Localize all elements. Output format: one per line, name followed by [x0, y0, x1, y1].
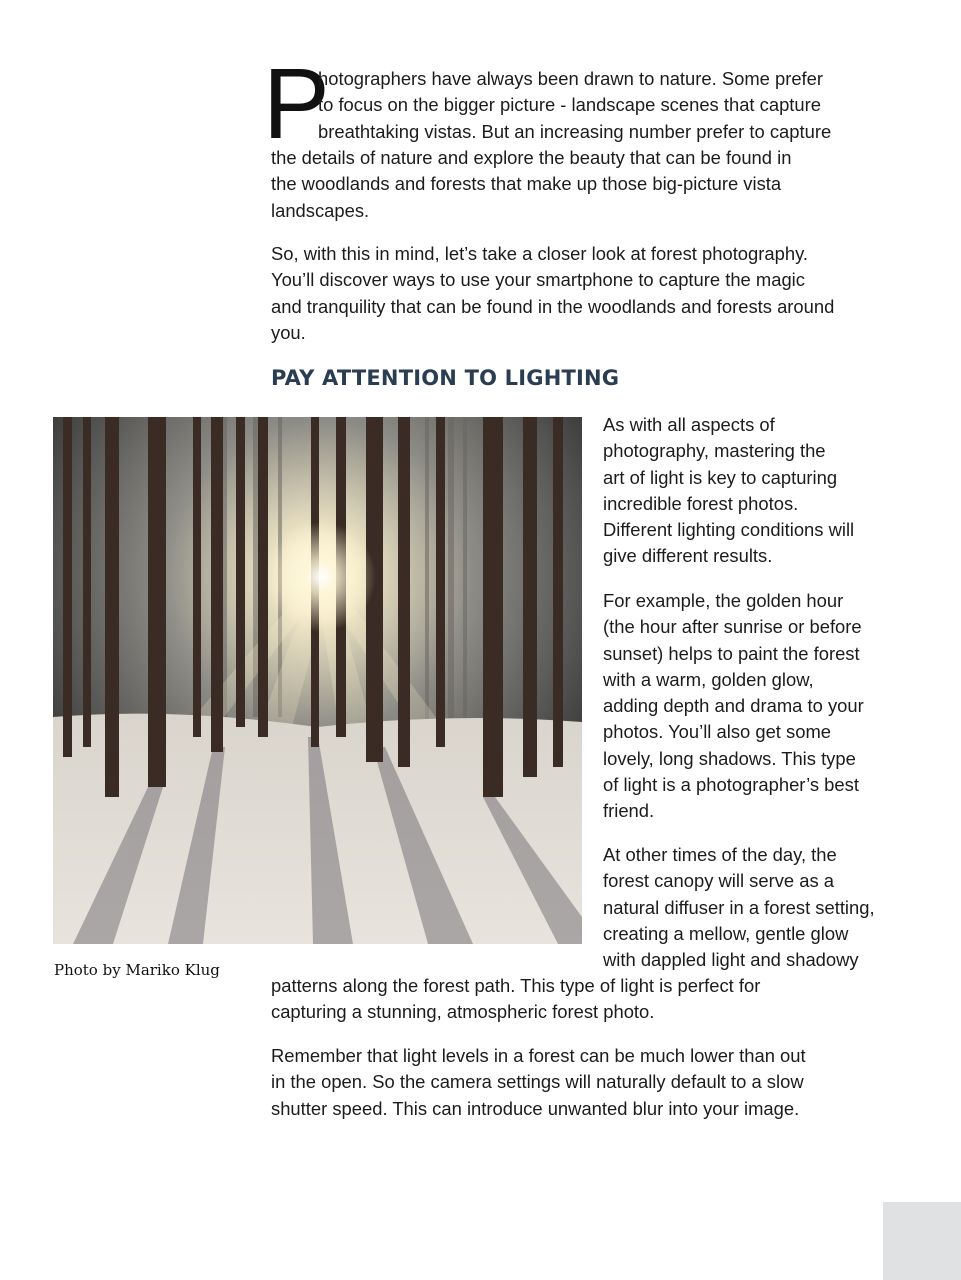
paragraph-4	[271, 1043, 806, 1122]
text-line: capturing a stunning, atmospheric forest photo.	[271, 1001, 655, 1023]
text-line: landscapes.	[271, 199, 370, 221]
text-line: creating a mellow, gentle glow	[603, 922, 849, 944]
text-line: You’ll discover ways to use your smartphone to capture the magic	[271, 269, 805, 291]
intro-paragraph-2	[271, 241, 834, 346]
text-line: At other times of the day, the	[603, 844, 837, 865]
text-line: shutter speed. This can introduce unwanted blur into your image.	[271, 1097, 800, 1119]
photo-caption: Photo by Mariko Klug	[54, 961, 220, 979]
text-line: So, with this in mind, let’s take a closer look at forest photography.	[271, 243, 809, 264]
text-line: natural diffuser in a forest setting,	[603, 896, 875, 918]
text-line: friend.	[603, 800, 655, 822]
drop-cap: P	[263, 48, 330, 160]
text-line: you.	[271, 321, 306, 343]
side-paragraph-3	[603, 842, 875, 973]
text-line: with dappled light and shadowy	[603, 949, 859, 971]
page-corner-tab	[883, 1202, 961, 1280]
section-heading: PAY ATTENTION TO LIGHTING	[271, 366, 620, 390]
side-paragraph-1	[603, 412, 854, 570]
text-line: incredible forest photos.	[603, 492, 799, 514]
text-line: the woodlands and forests that make up those big-picture vista	[271, 173, 782, 195]
text-line: Remember that light levels in a forest can be much lower than out	[271, 1045, 806, 1066]
text-line: and tranquility that can be found in the woodlands and forests around	[271, 295, 835, 317]
forest-photo	[53, 417, 582, 944]
sun-glow	[266, 522, 376, 632]
text-line: to focus on the bigger picture - landscape scenes that capture	[318, 94, 821, 116]
side-paragraph-2	[603, 588, 864, 825]
text-line: adding depth and drama to your	[603, 695, 864, 717]
text-line: lovely, long shadows. This type	[603, 747, 856, 769]
text-line: patterns along the forest path. This type of light is perfect for	[271, 975, 761, 996]
text-line: in the open. So the camera settings will naturally default to a slow	[271, 1071, 804, 1093]
intro-paragraph-wrapped	[318, 66, 831, 145]
text-line: photography, mastering the	[603, 440, 826, 462]
paragraph-3-continued	[271, 973, 760, 1026]
text-line: For example, the golden hour	[603, 590, 844, 611]
text-line: with a warm, golden glow,	[603, 668, 814, 690]
text-line: photos. You’ll also get some	[603, 721, 831, 743]
text-line: Different lighting conditions will	[603, 519, 855, 541]
text-line: hotographers have always been drawn to nature. Some prefer	[318, 68, 824, 89]
text-line: forest canopy will serve as a	[603, 870, 835, 892]
text-line: the details of nature and explore the beauty that can be found in	[271, 147, 792, 168]
text-line: sunset) helps to paint the forest	[603, 642, 860, 664]
intro-paragraph-full	[271, 145, 791, 224]
text-line: As with all aspects of	[603, 414, 775, 435]
text-line: art of light is key to capturing	[603, 466, 838, 488]
text-line: breathtaking vistas. But an increasing number prefer to capture	[318, 120, 832, 142]
text-line: (the hour after sunrise or before	[603, 616, 862, 638]
text-line: give different results.	[603, 545, 773, 567]
text-line: of light is a photographer’s best	[603, 774, 859, 796]
